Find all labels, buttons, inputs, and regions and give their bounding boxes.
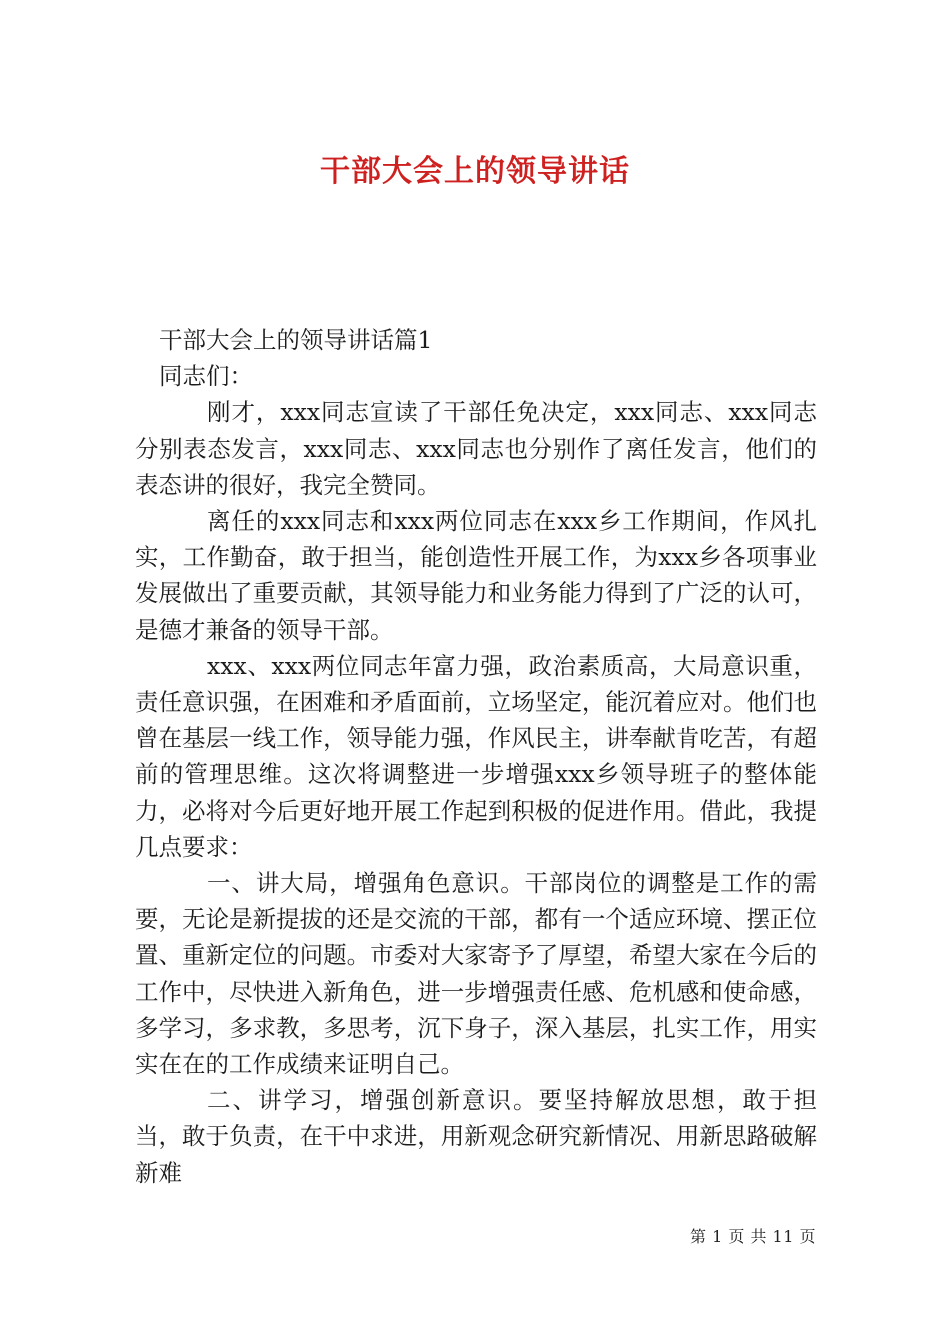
document-body	[135, 322, 817, 1191]
body-paragraph: 刚才，xxx同志宣读了干部任免决定，xxx同志、xxx同志分别表态发言，xxx同志、xxx同志也分别作了离任发言，他们的表态讲的很好，我完全赞同。	[135, 398, 817, 499]
page-title: 干部大会上的领导讲话	[320, 154, 630, 190]
section-heading: 干部大会上的领导讲话篇1	[159, 326, 433, 354]
body-paragraph: 离任的xxx同志和xxx两位同志在xxx乡工作期间，作风扎实，工作勤奋，敢于担当，能创造性开展工作，为xxx乡各项事业发展做出了重要贡献，其领导能力和业务能力得到了广泛的认可，是德才兼备的领导干部。	[135, 507, 817, 644]
body-paragraph: 一、讲大局，增强角色意识。干部岗位的调整是工作的需要，无论是新提拔的还是交流的干部，都有一个适应环境、摆正位置、重新定位的问题。市委对大家寄予了厚望，希望大家在今后的工作中，尽快进入新角色，进一步增强责任感、危机感和使命感，多学习，多求教，多思考，沉下身子，深入基层，扎实工作，用实实在在的工作成绩来证明自己。	[135, 869, 817, 1079]
body-paragraph: 二、讲学习，增强创新意识。要坚持解放思想，敢于担当，敢于负责，在干中求进，用新观念研究新情况、用新思路破解新难	[135, 1086, 817, 1187]
page-number-footer: 第 1 页 共 11 页	[690, 1227, 816, 1246]
body-paragraph: xxx、xxx两位同志年富力强，政治素质高，大局意识重，责任意识强，在困难和矛盾面前，立场坚定，能沉着应对。他们也曾在基层一线工作，领导能力强，作风民主，讲奉献肯吃苦，有超前的管理思维。这次将调整进一步增强xxx乡领导班子的整体能力，必将对今后更好地开展工作起到积极的促进作用。借此，我提几点要求：	[135, 651, 817, 861]
salutation: 同志们：	[159, 362, 253, 391]
